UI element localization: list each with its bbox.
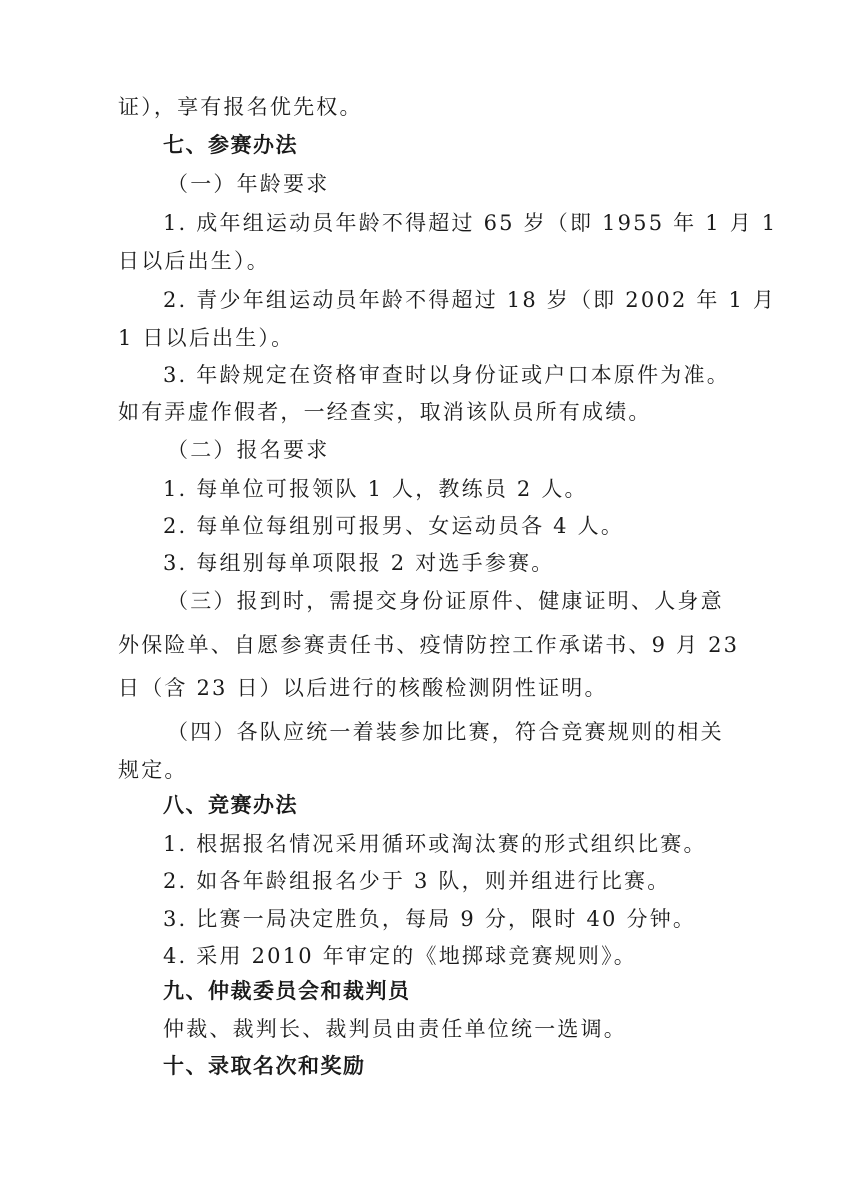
paragraph-line: 外保险单、自愿参赛责任书、疫情防控工作承诺书、9 月 23 <box>118 633 740 657</box>
list-item: 1. 每单位可报领队 1 人，教练员 2 人。 <box>163 477 588 501</box>
paragraph-line: 日（含 23 日）以后进行的核酸检测阴性证明。 <box>118 676 608 700</box>
list-item: 3. 比赛一局决定胜负，每局 9 分，限时 40 分钟。 <box>163 907 697 931</box>
list-item: 2. 每单位每组别可报男、女运动员各 4 人。 <box>163 514 625 538</box>
paragraph-line: 证），享有报名优先权。 <box>118 95 363 119</box>
paragraph-line: 如有弄虚作假者，一经查实，取消该队员所有成绩。 <box>118 400 652 424</box>
list-item: 2. 如各年龄组报名少于 3 队，则并组进行比赛。 <box>163 869 671 893</box>
paragraph-line: 1. 成年组运动员年龄不得超过 65 岁（即 1955 年 1 月 1 <box>163 211 778 235</box>
section-heading: 八、竞赛办法 <box>163 793 298 817</box>
subsection-heading: （二）报名要求 <box>167 438 330 462</box>
paragraph-line: 1 日以后出生）。 <box>118 326 295 350</box>
section-heading: 七、参赛办法 <box>163 133 298 157</box>
section-heading: 九、仲裁委员会和裁判员 <box>163 979 411 1003</box>
paragraph-line: （三）报到时，需提交身份证原件、健康证明、人身意 <box>167 589 724 613</box>
paragraph-line: 规定。 <box>118 758 188 782</box>
paragraph-line: 3. 年龄规定在资格审查时以身份证或户口本原件为准。 <box>163 363 730 387</box>
paragraph-line: 2. 青少年组运动员年龄不得超过 18 岁（即 2002 年 1 月 <box>163 288 777 312</box>
paragraph-line: 仲裁、裁判长、裁判员由责任单位统一选调。 <box>163 1017 627 1041</box>
list-item: 3. 每组别每单项限报 2 对选手参赛。 <box>163 551 555 575</box>
list-item: 4. 采用 2010 年审定的《地掷球竞赛规则》。 <box>163 944 638 968</box>
paragraph-line: （四）各队应统一着装参加比赛，符合竞赛规则的相关 <box>167 720 724 744</box>
paragraph-line: 日以后出生）。 <box>118 249 270 273</box>
list-item: 1. 根据报名情况采用循环或淘汰赛的形式组织比赛。 <box>163 832 707 856</box>
section-heading: 十、录取名次和奖励 <box>163 1054 366 1078</box>
subsection-heading: （一）年龄要求 <box>167 172 330 196</box>
